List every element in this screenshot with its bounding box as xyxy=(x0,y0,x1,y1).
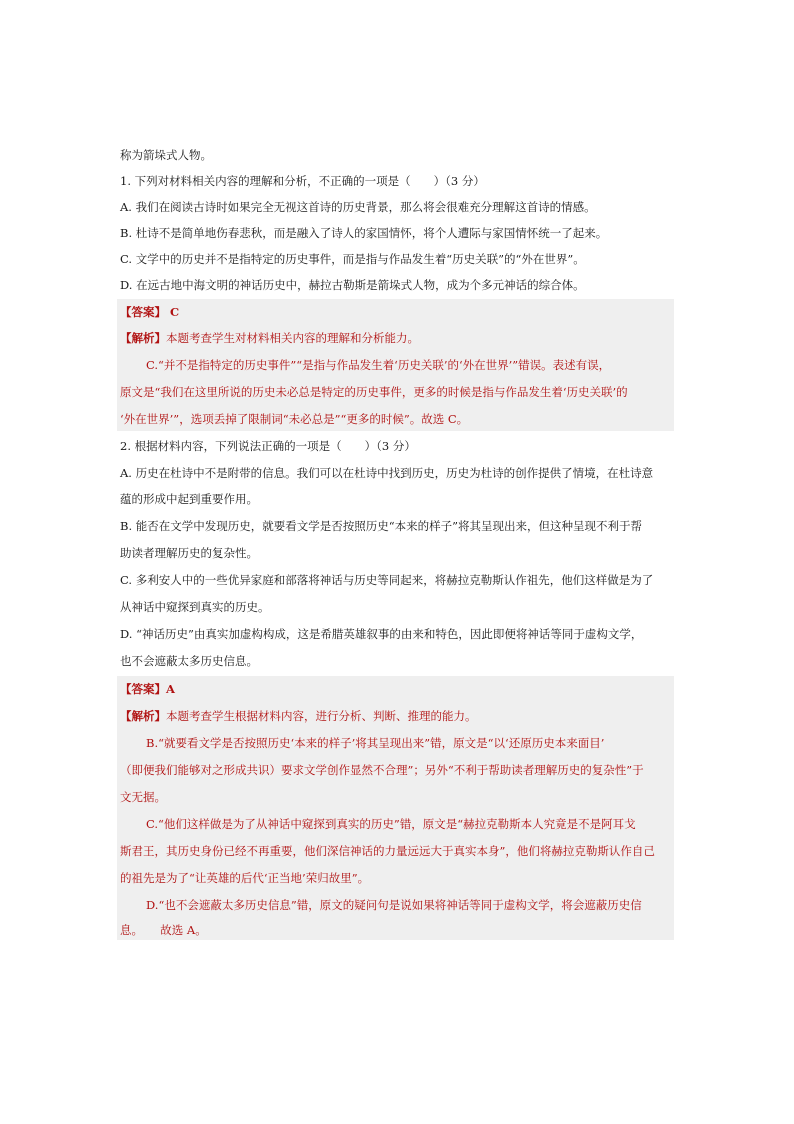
q2-option-c-cont: 从神话中窥探到真实的历史。 xyxy=(120,600,270,614)
analysis-tag: 【解析】 xyxy=(120,331,166,345)
q2-option-a-cont: 蕴的形成中起到重要作用。 xyxy=(120,492,258,506)
answer-tag: 【答案】 xyxy=(120,682,166,696)
answer-tag: 【答案】 xyxy=(120,305,166,319)
analysis-summary: 本题考查学生根据材料内容，进行分析、判断、推理的能力。 xyxy=(166,709,477,723)
q1-option-d: D. 在远古地中海文明的神话历史中，赫拉古勒斯是箭垛式人物，成为个多元神话的综合体。 xyxy=(120,278,585,292)
q1-answer-line xyxy=(120,299,675,325)
q1-analysis-detail: C.“并不是指特定的历史事件”“是指与作品发生着‘历史关联’的‘外在世界’”错误。表述有误， xyxy=(146,358,611,372)
analysis-summary: 本题考查学生对材料相关内容的理解和分析能力。 xyxy=(166,331,419,345)
q2-analysis-detail: 的祖先是为了“让英雄的后代‘正当地’荣归故里”。 xyxy=(120,871,370,885)
intro-text: 称为箭垛式人物。 xyxy=(120,148,212,162)
q2-option-b-cont: 助读者理解历史的复杂性。 xyxy=(120,546,258,560)
q2-option-a: A. 历史在杜诗中不是附带的信息。我们可以在杜诗中找到历史，历史为杜诗的创作提供了情境，在杜诗意 xyxy=(120,466,654,480)
q2-analysis-detail: B.“就要看文学是否按照历史‘本来的样子’将其呈现出来”错，原文是“以‘还原历史本来面目’ xyxy=(146,736,605,750)
q2-option-d-cont: 也不会遮蔽太多历史信息。 xyxy=(120,654,258,668)
q1-analysis-detail: ‘外在世界’”，选项丢掉了限制词“未必总是”“更多的时候”。故选 C。 xyxy=(120,412,469,426)
q2-analysis-detail: 斯君王，其历史身份已经不再重要，他们深信神话的力量远远大于真实本身”，他们将赫拉克勒斯认作自己 xyxy=(120,844,655,858)
q2-option-d: D. “神话历史”由真实加虚构构成，这是希腊英雄叙事的由来和特色，因此即便将神话等同于虚构文学， xyxy=(120,627,643,641)
q2-stem: 2. 根据材料内容，下列说法正确的一项是（ ）（3 分） xyxy=(120,439,416,453)
q2-analysis-detail: 文无据。 xyxy=(120,790,166,804)
q2-option-b: B. 能否在文学中发现历史，就要看文学是否按照历史“本来的样子”将其呈现出来，但这种呈现不利于帮 xyxy=(120,519,643,533)
q1-option-b: B. 杜诗不是简单地伤春悲秋，而是融入了诗人的家国情怀，将个人遭际与家国情怀统一了起来。 xyxy=(120,226,608,240)
q2-analysis-detail: D.“也不会遮蔽太多历史信息”错，原文的疑问句是说如果将神话等同于虚构文学，将会遮蔽历史信 xyxy=(146,898,642,912)
q2-analysis-line xyxy=(120,703,675,729)
q1-option-c: C. 文学中的历史并不是指特定的历史事件，而是指与作品发生着“历史关联”的“外在世界”。 xyxy=(120,252,585,266)
q1-analysis-detail: 原文是“我们在这里所说的历史未必总是特定的历史事件，更多的时候是指与作品发生着‘历史关联’的 xyxy=(120,385,628,399)
q2-analysis-detail: C.“他们这样做是为了从神话中窥探到真实的历史”错，原文是“赫拉克勒斯本人究竟是不是阿耳戈 xyxy=(146,817,636,831)
answer-value: C xyxy=(166,305,180,319)
q2-option-c: C. 多利安人中的一些优异家庭和部落将神话与历史等同起来，将赫拉克勒斯认作祖先，他们这样做是为了 xyxy=(120,573,654,587)
q1-stem: 1. 下列对材料相关内容的理解和分析，不正确的一项是（ ）（3 分） xyxy=(120,174,485,188)
q1-analysis-line xyxy=(120,325,675,351)
q2-answer-line xyxy=(120,676,675,702)
q2-analysis-detail: （即便我们能够对之形成共识）要求文学创作显然不合理”；另外“不利于帮助读者理解历史的复杂性”于 xyxy=(120,763,644,777)
q1-option-a: A. 我们在阅读古诗时如果完全无视这首诗的历史背景，那么将会很难充分理解这首诗的情感。 xyxy=(120,200,596,214)
analysis-tag: 【解析】 xyxy=(120,709,166,723)
q2-analysis-detail: 息。 故选 A。 xyxy=(120,923,207,937)
answer-value: A xyxy=(166,682,175,696)
